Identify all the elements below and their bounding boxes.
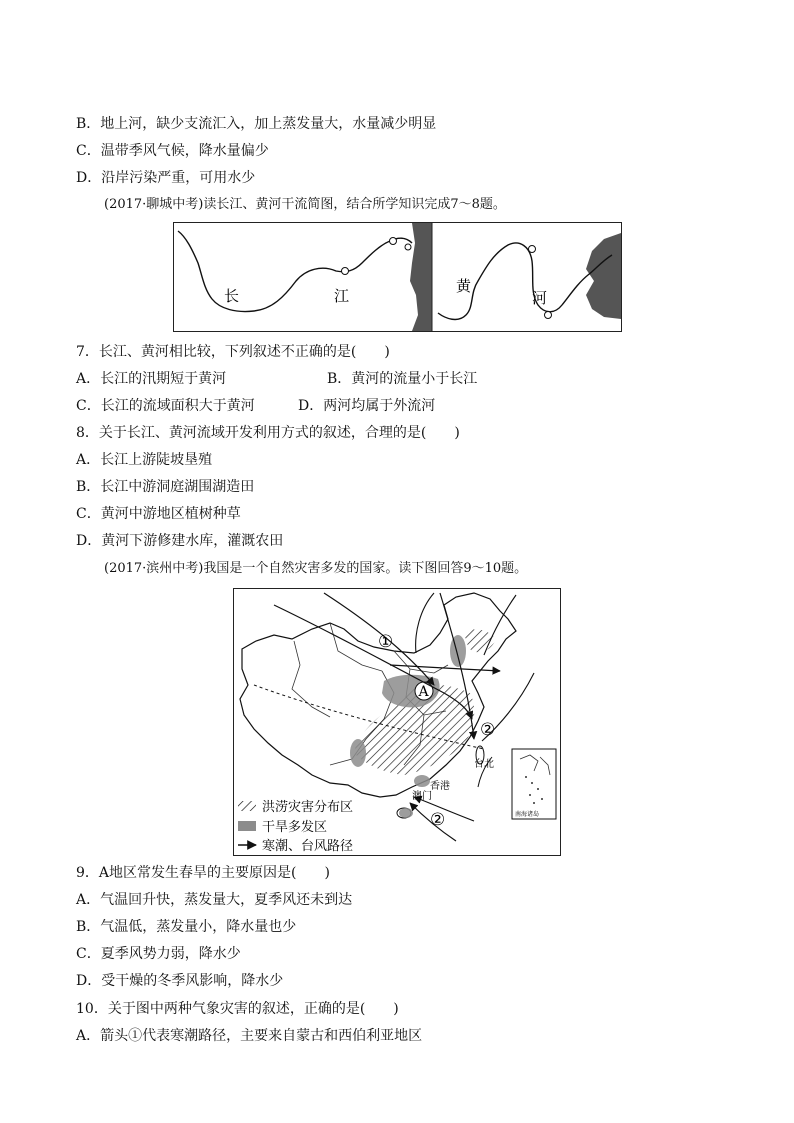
q9-option-a: A．气温回升快，蒸发量大，夏季风还未到达 [76,892,353,908]
legend-drought-swatch [238,821,256,831]
q6-option-c: C．温带季风气候，降水量偏少 [76,143,269,159]
disaster-map-figure [233,588,561,856]
river-sketch-figure [173,222,622,332]
drought-area-south [414,775,430,787]
yangtze-city-3 [405,244,411,250]
yellow-sea-area [586,233,621,319]
region-a-label: A [418,684,429,700]
legend-drought-label: 干旱多发区 [262,820,328,835]
yellow-char-2: 河 [532,289,548,307]
city-label-xianggang: 香港 [430,781,450,792]
q9-option-c: C．夏季风势力弱，降水少 [76,946,241,962]
yellow-city-1 [529,246,536,253]
q8-option-b: B．长江中游洞庭湖围湖造田 [76,479,255,495]
q7-option-a: A．长江的汛期短于黄河 [76,371,227,387]
route-label-2b: ② [430,810,446,830]
route-label-2: ② [480,720,496,740]
city-label-taibei: 台北 [474,759,494,770]
q8-option-d: D．黄河下游修建水库，灌溉农田 [76,533,284,549]
q7-stem: 7．长江、黄河相比较，下列叙述不正确的是( ) [76,344,390,360]
q9-stem: 9．A地区常发生春旱的主要原因是( ) [76,865,330,881]
yellow-char-1: 黄 [456,277,472,295]
q9-option-b: B．气温低，蒸发量小，降水量也少 [76,919,297,935]
yangtze-city-1 [342,268,349,275]
q8-option-c: C．黄河中游地区植树种草 [76,506,241,522]
disaster-map-svg [234,589,560,855]
yangtze-river-line [178,231,412,312]
q10-stem: 10．关于图中两种气象灾害的叙述，正确的是( ) [76,1001,399,1017]
legend-flood-label: 洪涝灾害分布区 [262,800,354,815]
intro-7-8: (2017·聊城中考)读长江、黄河干流简图，结合所学知识完成7～8题。 [104,197,506,212]
city-label-aomen: 澳门 [412,791,432,802]
q7-option-c: C．长江的流域面积大于黄河 [76,398,255,414]
legend-flood-swatch [238,801,256,811]
q8-option-a: A．长江上游陡坡垦殖 [76,452,213,468]
legend-route-label: 寒潮、台风路径 [262,839,354,854]
yangtze-char-1: 长 [224,287,240,305]
q6-option-b: B．地上河，缺少支流汇入，加上蒸发量大，水量减少明显 [76,116,437,132]
q8-stem: 8．关于长江、黄河流域开发利用方式的叙述，合理的是( ) [76,425,460,441]
drought-area-southwest [350,739,366,767]
yangtze-char-2: 江 [334,287,350,305]
yangtze-city-2 [390,238,397,245]
yellow-city-2 [545,312,552,319]
q9-option-d: D．受干燥的冬季风影响，降水少 [76,973,284,989]
river-sketch-svg [174,223,621,331]
q10-option-a: A．箭头①代表寒潮路径，主要来自蒙古和西伯利亚地区 [76,1028,423,1044]
q6-option-d: D．沿岸污染严重，可用水少 [76,170,256,186]
south-sea-inset [512,749,556,819]
inset-caption: 南海诸岛 [515,811,540,818]
route-label-1: ① [378,632,394,652]
q7-option-d: D．两河均属于外流河 [298,398,436,414]
drought-area-northeast [450,635,466,667]
drought-area-hainan [399,808,413,818]
yangtze-sea-area [410,223,432,331]
intro-9-10: (2017·滨州中考)我国是一个自然灾害多发的国家。读下图回答9～10题。 [104,561,528,576]
q7-option-b: B．黄河的流量小于长江 [327,371,478,387]
